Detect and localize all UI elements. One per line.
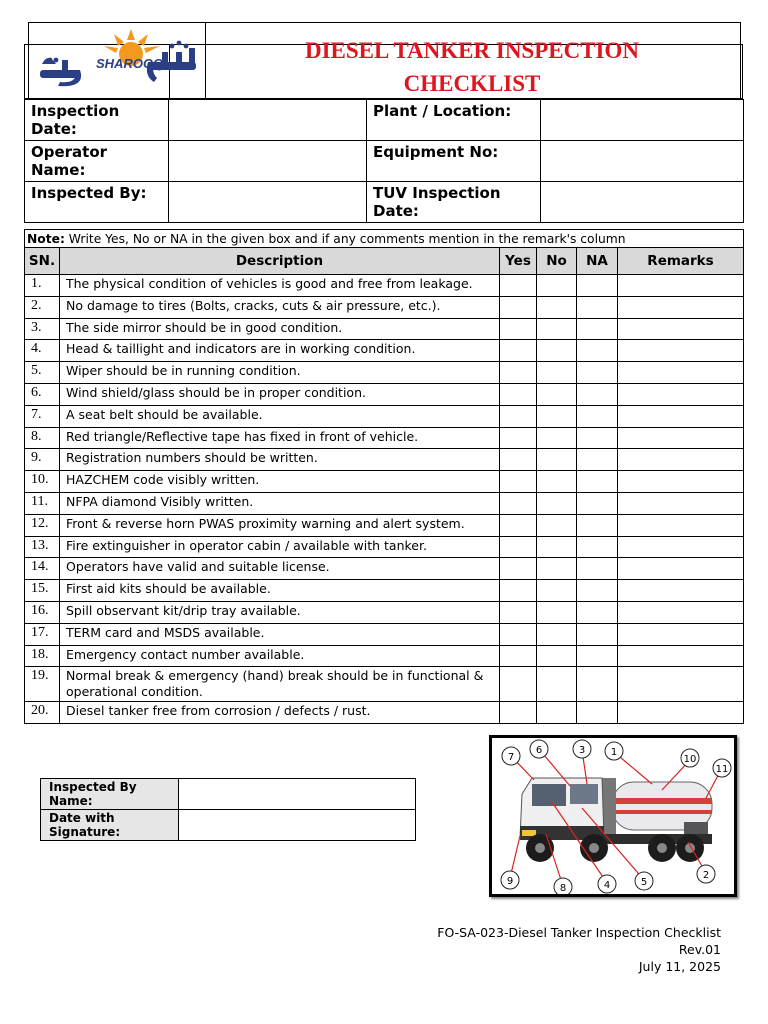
inspection-info-table xyxy=(24,99,744,223)
yes-cell[interactable] xyxy=(500,340,537,362)
item-number: 8. xyxy=(25,427,60,449)
no-cell[interactable] xyxy=(537,449,577,471)
table-row xyxy=(25,383,744,405)
no-cell[interactable] xyxy=(537,558,577,580)
plant-location-field[interactable] xyxy=(541,100,744,141)
item-description: Red triangle/Reflective tape has fixed in front of vehicle. xyxy=(60,427,500,449)
equipment-no-field[interactable] xyxy=(541,141,744,182)
table-row xyxy=(25,275,744,297)
item-description: NFPA diamond Visibly written. xyxy=(60,492,500,514)
company-logo xyxy=(36,26,200,90)
column-header-na: NA xyxy=(577,248,618,275)
item-number: 11. xyxy=(25,492,60,514)
yes-cell[interactable] xyxy=(500,275,537,297)
yes-cell[interactable] xyxy=(500,449,537,471)
no-cell[interactable] xyxy=(537,623,577,645)
yes-cell[interactable] xyxy=(500,580,537,602)
remarks-cell[interactable] xyxy=(618,623,744,645)
callout-6: 6 xyxy=(535,745,543,756)
inspected-by-name-field[interactable] xyxy=(179,779,416,810)
inspected-by-name-label: Inspected By Name: xyxy=(41,779,179,810)
yes-cell[interactable] xyxy=(500,362,537,384)
note-label: Note: xyxy=(27,231,65,246)
na-cell[interactable] xyxy=(577,383,618,405)
remarks-cell[interactable] xyxy=(618,558,744,580)
na-cell[interactable] xyxy=(577,702,618,724)
remarks-cell[interactable] xyxy=(618,492,744,514)
item-description: First aid kits should be available. xyxy=(60,580,500,602)
item-number: 14. xyxy=(25,558,60,580)
na-cell[interactable] xyxy=(577,427,618,449)
callout-4: 4 xyxy=(603,880,611,891)
remarks-cell[interactable] xyxy=(618,536,744,558)
table-row xyxy=(25,449,744,471)
revision-date: July 11, 2025 xyxy=(638,959,721,974)
remarks-cell[interactable] xyxy=(618,702,744,724)
table-row xyxy=(25,580,744,602)
item-number: 18. xyxy=(25,645,60,667)
yes-cell[interactable] xyxy=(500,558,537,580)
plant-location-label: Plant / Location: xyxy=(367,100,541,141)
remarks-cell[interactable] xyxy=(618,514,744,536)
table-row xyxy=(25,623,744,645)
title-line-1: DIESEL TANKER INSPECTION xyxy=(304,38,640,63)
no-cell[interactable] xyxy=(537,383,577,405)
callout-3: 3 xyxy=(578,745,586,756)
no-cell[interactable] xyxy=(537,536,577,558)
operator-name-field[interactable] xyxy=(169,141,367,182)
na-cell[interactable] xyxy=(577,558,618,580)
no-cell[interactable] xyxy=(537,667,577,702)
no-cell[interactable] xyxy=(537,471,577,493)
table-row xyxy=(25,340,744,362)
remarks-cell[interactable] xyxy=(618,601,744,623)
item-description: TERM card and MSDS available. xyxy=(60,623,500,645)
no-cell[interactable] xyxy=(537,492,577,514)
remarks-cell[interactable] xyxy=(618,405,744,427)
item-description: No damage to tires (Bolts, cracks, cuts & air pressure, etc.). xyxy=(60,296,500,318)
callout-5: 5 xyxy=(640,877,648,888)
tuv-date-label: TUV Inspection Date: xyxy=(367,182,541,223)
item-description: Spill observant kit/drip tray available. xyxy=(60,601,500,623)
no-cell[interactable] xyxy=(537,645,577,667)
callout-1: 1 xyxy=(610,747,618,758)
na-cell[interactable] xyxy=(577,318,618,340)
no-cell[interactable] xyxy=(537,405,577,427)
item-description: Wiper should be in running condition. xyxy=(60,362,500,384)
document-title xyxy=(276,34,668,100)
item-number: 13. xyxy=(25,536,60,558)
no-cell[interactable] xyxy=(537,427,577,449)
column-header-no: No xyxy=(537,248,577,275)
callout-9: 9 xyxy=(506,876,514,887)
item-number: 3. xyxy=(25,318,60,340)
remarks-cell[interactable] xyxy=(618,383,744,405)
yes-cell[interactable] xyxy=(500,405,537,427)
item-description: Emergency contact number available. xyxy=(60,645,500,667)
column-header-sn: SN. xyxy=(25,248,60,275)
na-cell[interactable] xyxy=(577,645,618,667)
item-description: Registration numbers should be written. xyxy=(60,449,500,471)
equipment-no-label: Equipment No: xyxy=(367,141,541,182)
table-row xyxy=(25,667,744,702)
column-header-yes: Yes xyxy=(500,248,537,275)
table-row xyxy=(25,362,744,384)
no-cell[interactable] xyxy=(537,580,577,602)
item-description: HAZCHEM code visibly written. xyxy=(60,471,500,493)
remarks-cell[interactable] xyxy=(618,667,744,702)
remarks-cell[interactable] xyxy=(618,318,744,340)
na-cell[interactable] xyxy=(577,296,618,318)
na-cell[interactable] xyxy=(577,667,618,702)
no-cell[interactable] xyxy=(537,340,577,362)
table-row xyxy=(25,427,744,449)
table-row xyxy=(25,492,744,514)
item-number: 5. xyxy=(25,362,60,384)
tanker-truck-icon xyxy=(492,738,734,894)
yes-cell[interactable] xyxy=(500,667,537,702)
yes-cell[interactable] xyxy=(500,383,537,405)
na-cell[interactable] xyxy=(577,471,618,493)
na-cell[interactable] xyxy=(577,536,618,558)
item-description: Front & reverse horn PWAS proximity warning and alert system. xyxy=(60,514,500,536)
operator-name-label: Operator Name: xyxy=(25,141,169,182)
item-description: A seat belt should be available. xyxy=(60,405,500,427)
na-cell[interactable] xyxy=(577,623,618,645)
inspected-by-field[interactable] xyxy=(169,182,367,223)
remarks-cell[interactable] xyxy=(618,645,744,667)
table-row xyxy=(25,702,744,724)
yes-cell[interactable] xyxy=(500,427,537,449)
table-header-row xyxy=(25,248,744,275)
yes-cell[interactable] xyxy=(500,702,537,724)
yes-cell[interactable] xyxy=(500,514,537,536)
no-cell[interactable] xyxy=(537,601,577,623)
signature-table xyxy=(40,778,416,841)
inspected-by-label: Inspected By: xyxy=(25,182,169,223)
table-row xyxy=(25,601,744,623)
na-cell[interactable] xyxy=(577,492,618,514)
document-footer xyxy=(437,924,721,975)
item-number: 2. xyxy=(25,296,60,318)
item-number: 1. xyxy=(25,275,60,297)
item-number: 20. xyxy=(25,702,60,724)
na-cell[interactable] xyxy=(577,362,618,384)
inspection-date-field[interactable] xyxy=(169,100,367,141)
remarks-cell[interactable] xyxy=(618,296,744,318)
remarks-cell[interactable] xyxy=(618,275,744,297)
no-cell[interactable] xyxy=(537,296,577,318)
item-number: 7. xyxy=(25,405,60,427)
date-signature-label: Date with Signature: xyxy=(41,810,179,841)
callout-8: 8 xyxy=(559,883,567,894)
item-description: Operators have valid and suitable license. xyxy=(60,558,500,580)
item-description: The side mirror should be in good condition. xyxy=(60,318,500,340)
yes-cell[interactable] xyxy=(500,536,537,558)
remarks-cell[interactable] xyxy=(618,580,744,602)
remarks-cell[interactable] xyxy=(618,427,744,449)
na-cell[interactable] xyxy=(577,601,618,623)
item-description: The physical condition of vehicles is good and free from leakage. xyxy=(60,275,500,297)
no-cell[interactable] xyxy=(537,318,577,340)
item-description: Diesel tanker free from corrosion / defects / rust. xyxy=(60,702,500,724)
item-number: 15. xyxy=(25,580,60,602)
document-code: FO-SA-023-Diesel Tanker Inspection Checklist xyxy=(437,925,721,940)
table-row xyxy=(25,405,744,427)
na-cell[interactable] xyxy=(577,449,618,471)
item-description: Fire extinguisher in operator cabin / available with tanker. xyxy=(60,536,500,558)
remarks-cell[interactable] xyxy=(618,471,744,493)
no-cell[interactable] xyxy=(537,514,577,536)
yes-cell[interactable] xyxy=(500,296,537,318)
na-cell[interactable] xyxy=(577,275,618,297)
item-description: Normal break & emergency (hand) break should be in functional & operational condition. xyxy=(60,667,500,702)
na-cell[interactable] xyxy=(577,340,618,362)
yes-cell[interactable] xyxy=(500,645,537,667)
item-number: 16. xyxy=(25,601,60,623)
yes-cell[interactable] xyxy=(500,471,537,493)
table-row xyxy=(25,296,744,318)
note-row xyxy=(25,230,744,248)
callout-7: 7 xyxy=(507,752,515,763)
na-cell[interactable] xyxy=(577,580,618,602)
callout-11: 11 xyxy=(715,764,729,775)
remarks-cell[interactable] xyxy=(618,449,744,471)
logo-wordmark: SHAROOQ xyxy=(96,56,164,71)
tuv-date-field[interactable] xyxy=(541,182,744,223)
inspection-date-label: Inspection Date: xyxy=(25,100,169,141)
item-number: 17. xyxy=(25,623,60,645)
item-description: Head & taillight and indicators are in working condition. xyxy=(60,340,500,362)
table-row xyxy=(25,514,744,536)
item-number: 6. xyxy=(25,383,60,405)
date-signature-field[interactable] xyxy=(179,810,416,841)
item-number: 19. xyxy=(25,667,60,702)
na-cell[interactable] xyxy=(577,514,618,536)
table-row xyxy=(25,471,744,493)
table-row xyxy=(25,558,744,580)
remarks-cell[interactable] xyxy=(618,362,744,384)
revision: Rev.01 xyxy=(678,942,721,957)
column-header-remarks: Remarks xyxy=(618,248,744,275)
yes-cell[interactable] xyxy=(500,492,537,514)
na-cell[interactable] xyxy=(577,405,618,427)
table-row xyxy=(25,318,744,340)
table-row xyxy=(25,536,744,558)
item-number: 9. xyxy=(25,449,60,471)
no-cell[interactable] xyxy=(537,275,577,297)
remarks-cell[interactable] xyxy=(618,340,744,362)
callout-2: 2 xyxy=(702,870,710,881)
item-number: 10. xyxy=(25,471,60,493)
title-line-2: CHECKLIST xyxy=(403,71,541,96)
item-number: 4. xyxy=(25,340,60,362)
no-cell[interactable] xyxy=(537,362,577,384)
tanker-diagram xyxy=(489,735,737,897)
table-row xyxy=(25,645,744,667)
item-description: Wind shield/glass should be in proper condition. xyxy=(60,383,500,405)
note-text: Write Yes, No or NA in the given box and if any comments mention in the remark's column xyxy=(64,231,626,246)
yes-cell[interactable] xyxy=(500,318,537,340)
column-header-description: Description xyxy=(60,248,500,275)
no-cell[interactable] xyxy=(537,702,577,724)
item-number: 12. xyxy=(25,514,60,536)
callout-10: 10 xyxy=(683,754,697,765)
inspection-checklist-table xyxy=(24,229,744,724)
yes-cell[interactable] xyxy=(500,601,537,623)
yes-cell[interactable] xyxy=(500,623,537,645)
